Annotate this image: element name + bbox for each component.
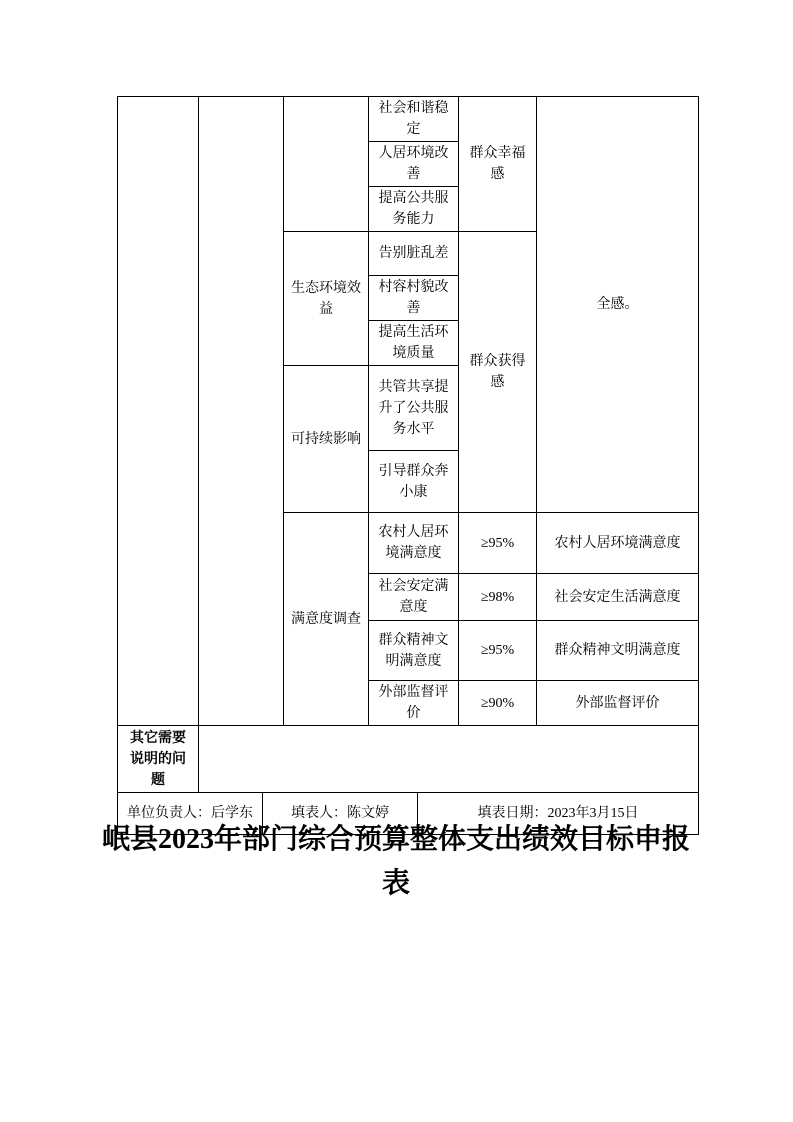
other-notes-content-cell (199, 726, 699, 793)
target-value-cell: ≥95% (459, 513, 537, 574)
target-value-cell: ≥95% (459, 621, 537, 681)
other-notes-row (118, 726, 699, 793)
target-group-cell-happiness: 群众幸福感 (459, 97, 537, 232)
document-title: 岷县2023年部门综合预算整体支出绩效目标申报表 (101, 824, 690, 899)
performance-target-table-wrap (117, 96, 698, 835)
table-row (118, 97, 699, 142)
indicator-cell: 人居环境改善 (369, 142, 459, 187)
preparer-cell: 填表人：陈文婷 (263, 792, 418, 834)
indicator-cell: 告别脏乱差 (369, 232, 459, 276)
empty-left-col1-cell (118, 97, 199, 726)
other-notes-label-cell: 其它需要说明的问题 (118, 726, 199, 793)
target-group-cell-gain: 群众获得感 (459, 232, 537, 513)
group-cell-ecological-benefit: 生态环境效益 (284, 232, 369, 366)
unit-head-cell: 单位负责人：后学东 (118, 792, 263, 834)
target-value-cell: ≥90% (459, 681, 537, 726)
indicator-cell: 提高生活环境质量 (369, 321, 459, 366)
indicator-cell: 提高公共服务能力 (369, 187, 459, 232)
note-cell: 群众精神文明满意度 (537, 621, 699, 681)
performance-target-table (117, 96, 699, 793)
group-cell-empty (284, 97, 369, 232)
indicator-cell: 社会安定满意度 (369, 574, 459, 621)
note-cell: 外部监督评价 (537, 681, 699, 726)
indicator-cell: 共管共享提升了公共服务水平 (369, 366, 459, 451)
group-cell-satisfaction-survey: 满意度调查 (284, 513, 369, 726)
target-value-cell: ≥98% (459, 574, 537, 621)
indicator-cell: 社会和谐稳定 (369, 97, 459, 142)
carryover-text-cell: 全感。 (537, 97, 699, 513)
indicator-cell: 外部监督评价 (369, 681, 459, 726)
indicator-cell: 群众精神文明满意度 (369, 621, 459, 681)
empty-left-col2-cell (199, 97, 284, 726)
date-cell: 填表日期：2023年3月15日 (418, 792, 699, 834)
indicator-cell: 村容村貌改善 (369, 276, 459, 321)
group-cell-sustainable-impact: 可持续影响 (284, 366, 369, 513)
indicator-cell: 农村人居环境满意度 (369, 513, 459, 574)
indicator-cell: 引导群众奔小康 (369, 451, 459, 513)
note-cell: 农村人居环境满意度 (537, 513, 699, 574)
note-cell: 社会安定生活满意度 (537, 574, 699, 621)
